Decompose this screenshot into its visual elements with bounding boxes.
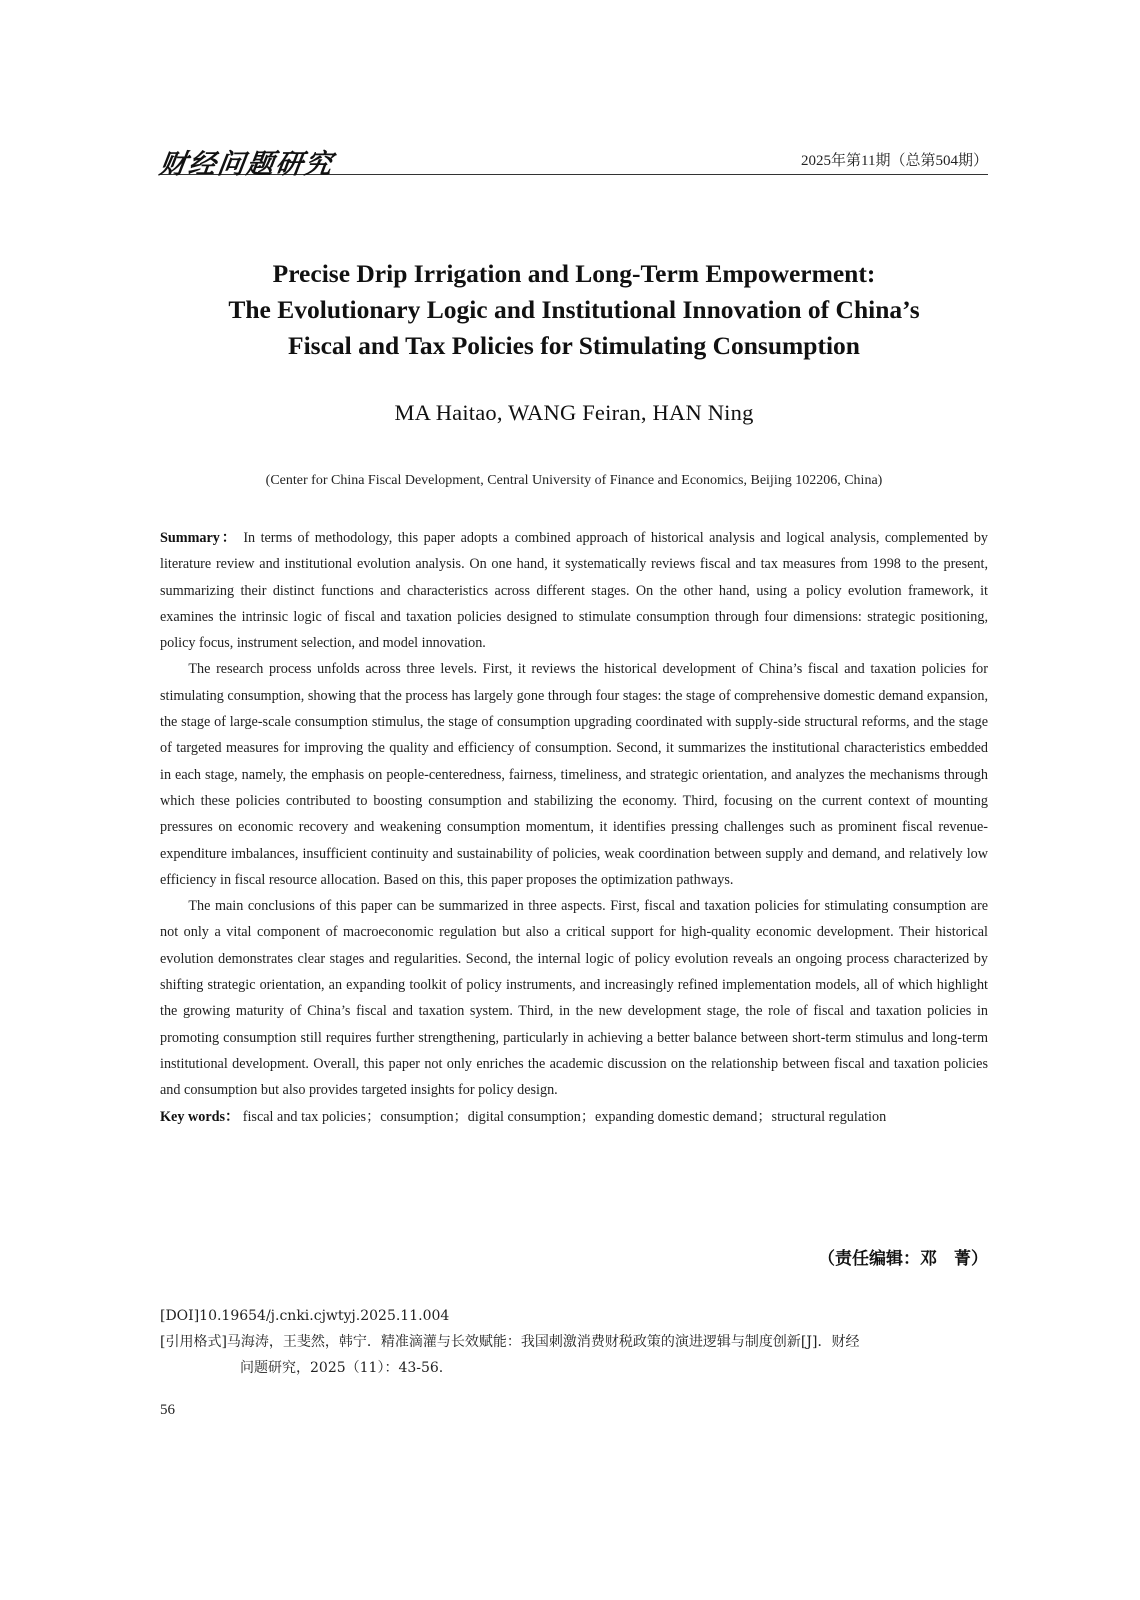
doi: [DOI]10.19654/j.cnki.cjwtyj.2025.11.004	[160, 1308, 450, 1324]
journal-logo: 财经问题研究	[157, 149, 336, 180]
abstract	[160, 525, 988, 1130]
issue-info: 2025年第11期（总第504期）	[801, 153, 988, 169]
keywords-text: fiscal and tax policies；consumption；digital consumption；expanding domestic demand；structural regulation	[242, 1108, 887, 1125]
summary-paragraph-2: The research process unfolds across three levels. First, it reviews the historical development of China’s fiscal and taxation policies for stimulating consumption, showing that the process has largely gone through four stages: the stage of comprehensive domestic demand expansion, the stage of large-scale consumption stimulus, the stage of consumption upgrading coordinated with supply-side structural reforms, and the stage of targeted measures for improving the quality and efficiency of consumption. Second, it summarizes the institutional characteristics embedded in each stage, namely, the emphasis on people-centeredness, fairness, timeliness, and strategic orientation, and analyzes the mechanisms through which these policies contributed to boosting consumption and stabilizing the economy. Third, focusing on the current context of mounting pressures on economic recovery and weakening consumption momentum, it identifies pressing challenges such as prominent fiscal revenue-expenditure imbalances, insufficient continuity and sustainability of policies, weak coordination between supply and demand, and relatively low efficiency in fiscal resource allocation. Based on this, this paper proposes the optimization pathways.	[160, 661, 988, 888]
summary-text-1: In terms of methodology, this paper adopts a combined approach of historical analysis and logical analysis, complemented by literature review and institutional evolution analysis. On one hand, it systematically reviews fiscal and tax measures from 1998 to the present, summarizing their distinct functions and characteristics across different stages. On the other hand, using a policy evolution framework, it examines the intrinsic logic of fiscal and taxation policies designed to stimulate consumption through four dimensions: strategic positioning, policy focus, instrument selection, and model innovation.	[160, 530, 989, 652]
affiliation: (Center for China Fiscal Development, Central University of Finance and Economics, Beijing 102206, China)	[265, 473, 883, 488]
paper-title	[160, 256, 988, 364]
journal-header	[157, 140, 988, 180]
summary-paragraph-3: The main conclusions of this paper can be summarized in three aspects. First, fiscal and taxation policies for stimulating consumption are not only a vital component of macroeconomic regulation but also a critical support for high-quality economic development. Their historical evolution demonstrates clear stages and regularities. Second, the internal logic of policy evolution reveals an ongoing process characterized by shifting strategic orientation, an expanding toolkit of policy instruments, and increasingly refined implementation models, all of which highlight the growing maturity of China’s fiscal and taxation system. Third, in the new development stage, the role of fiscal and taxation policies in promoting consumption still requires further strengthening, particularly in achieving a better balance between short-term stimulus and long-term institutional development. Overall, this paper not only enriches the academic discussion on the relationship between fiscal and taxation policies and consumption but also provides targeted insights for policy design.	[160, 898, 988, 1099]
title-line: Precise Drip Irrigation and Long-Term Empowerment:	[272, 259, 876, 288]
keywords-label: Key words：	[160, 1108, 240, 1125]
authors: MA Haitao, WANG Feiran, HAN Ning	[394, 400, 754, 425]
citation-format: [引用格式]马海涛，王斐然，韩宁．精准滴灌与长效赋能：我国刺激消费财税政策的演进逻辑与制度创新[J]．财经	[160, 1334, 860, 1350]
title-line: Fiscal and Tax Policies for Stimulating Consumption	[288, 331, 860, 360]
page-number: 56	[160, 1402, 175, 1418]
citation-format-continued: 问题研究，2025（11）：43-56.	[240, 1360, 444, 1376]
summary-paragraph-1	[160, 525, 988, 656]
responsible-editor: （责任编辑：邓 菁）	[818, 1249, 988, 1269]
reference-info	[160, 1303, 988, 1381]
title-line: The Evolutionary Logic and Institutional Innovation of China’s	[228, 295, 920, 324]
keywords	[160, 1104, 988, 1130]
summary-label: Summary：	[160, 530, 238, 546]
